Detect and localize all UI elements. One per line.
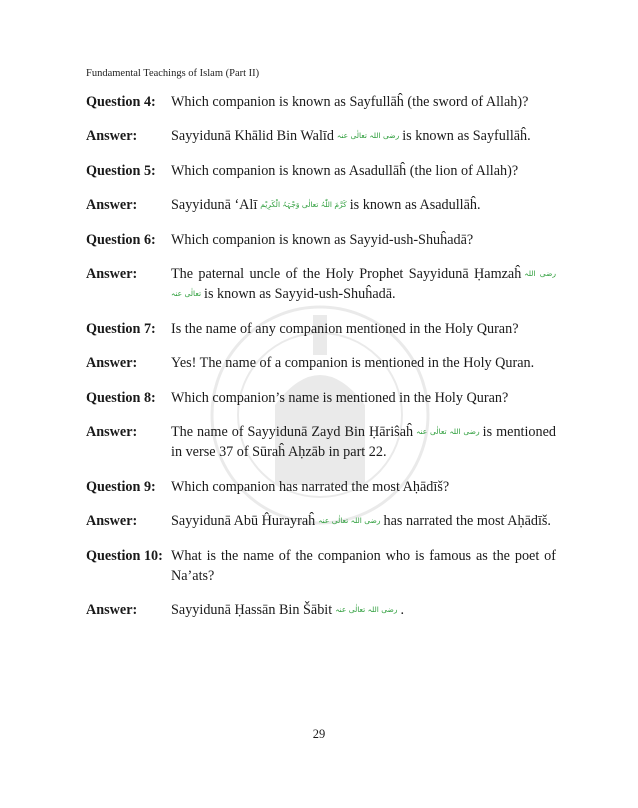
- answer-text: [171, 600, 556, 620]
- answer-row: [86, 511, 556, 531]
- question-text: [171, 92, 556, 112]
- honorific-inscription: رضی اللہ تعالٰی عنہ: [318, 516, 381, 525]
- answer-text: [171, 195, 556, 215]
- question-label: Question 4:: [86, 94, 156, 110]
- answer-row: [86, 195, 556, 215]
- answer-label: Answer:: [86, 355, 138, 371]
- answer-text: [171, 353, 556, 373]
- text-segment: What is the name of the companion who is famous as the poet of Na’ats?: [171, 548, 556, 584]
- text-segment: Which companion is known as Asadullāĥ (the lion of Allah)?: [171, 163, 519, 179]
- answer-text: [171, 126, 556, 146]
- text-segment: Which companion’s name is mentioned in the Holy Quran?: [171, 390, 509, 406]
- answer-row: [86, 126, 556, 146]
- answer-row: [86, 353, 556, 373]
- question-text: [171, 546, 556, 586]
- answer-row: [86, 264, 556, 304]
- question-text: [171, 388, 556, 408]
- answer-text: [171, 264, 556, 304]
- question-text: [171, 161, 556, 181]
- text-segment: Which companion is known as Sayyid-ush-Shuĥadā?: [171, 232, 474, 248]
- answer-label: Answer:: [86, 424, 138, 440]
- answer-row: [86, 422, 556, 462]
- running-header: Fundamental Teachings of Islam (Part II): [86, 68, 260, 79]
- qa-list: [86, 92, 556, 635]
- honorific-inscription: رضی اللہ تعالٰی عنہ: [336, 131, 400, 140]
- question-text: [171, 477, 556, 497]
- honorific-inscription: رضی اللہ تعالٰی عنہ: [171, 269, 556, 298]
- question-row: [86, 477, 556, 497]
- question-row: [86, 546, 556, 586]
- text-segment: Sayyidunā ‘Alī: [171, 197, 258, 213]
- answer-label: Answer:: [86, 128, 138, 144]
- text-segment: Sayyidunā Khālid Bin Walīd: [171, 128, 334, 144]
- text-segment: Which companion is known as Sayfullāĥ (the sword of Allah)?: [171, 94, 529, 110]
- honorific-inscription: کَرَّمَ اللّٰہُ تعالٰی وَجْہَہُ الْکَرِیْم: [260, 200, 347, 209]
- text-segment: is known as Sayyid-ush-Shuĥadā.: [204, 286, 396, 302]
- question-row: [86, 388, 556, 408]
- text-segment: The paternal uncle of the Holy Prophet Sayyidunā Ḥamzaĥ: [171, 266, 522, 282]
- page-number: 29: [312, 727, 326, 741]
- question-label: Question 6:: [86, 232, 156, 248]
- text-segment: is known as Sayfullāĥ.: [402, 128, 531, 144]
- question-label: Question 5:: [86, 163, 156, 179]
- text-segment: Is the name of any companion mentioned in the Holy Quran?: [171, 321, 519, 337]
- question-row: [86, 319, 556, 339]
- question-row: [86, 161, 556, 181]
- answer-text: [171, 511, 556, 531]
- question-label: Question 7:: [86, 321, 156, 337]
- text-segment: has narrated the most Aḥādīš.: [383, 513, 551, 529]
- question-label: Question 8:: [86, 390, 156, 406]
- honorific-inscription: رضی اللہ تعالٰی عنہ: [416, 427, 480, 436]
- answer-row: [86, 600, 556, 620]
- honorific-inscription: رضی اللہ تعالٰی عنہ: [335, 605, 398, 614]
- question-row: [86, 230, 556, 250]
- answer-label: Answer:: [86, 266, 138, 282]
- answer-text: [171, 422, 556, 462]
- text-segment: The name of Sayyidunā Zayd Bin Ḥāriŝaĥ: [171, 424, 414, 440]
- text-segment: Which companion has narrated the most Aḥādīš?: [171, 479, 450, 495]
- question-text: [171, 319, 556, 339]
- answer-label: Answer:: [86, 513, 138, 529]
- answer-label: Answer:: [86, 602, 138, 618]
- text-segment: .: [400, 602, 405, 618]
- question-row: [86, 92, 556, 112]
- question-label: Question 10:: [86, 548, 163, 564]
- question-label: Question 9:: [86, 479, 156, 495]
- question-text: [171, 230, 556, 250]
- text-segment: Sayyidunā Ḥassān Bin Šābit: [171, 602, 333, 618]
- text-segment: Yes! The name of a companion is mentioned in the Holy Quran.: [171, 355, 535, 371]
- text-segment: Sayyidunā Abū Ĥurayraĥ: [171, 513, 316, 529]
- answer-label: Answer:: [86, 197, 138, 213]
- text-segment: is mentioned in verse 37 of Sūraĥ Aḥzāb in part 22.: [171, 424, 556, 460]
- text-segment: is known as Asadullāĥ.: [349, 197, 481, 213]
